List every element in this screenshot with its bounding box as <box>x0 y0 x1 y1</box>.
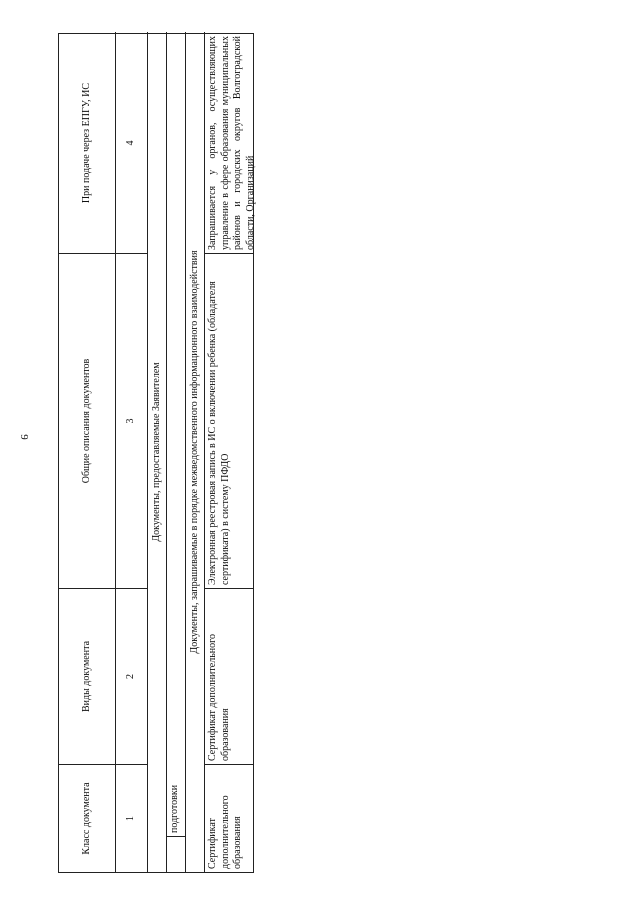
table-header-row <box>59 32 116 872</box>
column-numbers-row <box>116 32 148 872</box>
column-number-4: 4 <box>125 140 137 146</box>
header-document-description: Общие описания документов <box>59 253 115 588</box>
section-provided-row <box>148 32 167 872</box>
section-requested-title: Документы, запрашиваемые в порядке межведомственного информационного взаимодействия <box>188 250 200 654</box>
column-number-1: 1 <box>116 764 147 872</box>
section-provided-cell <box>148 32 166 872</box>
rotated-table-frame <box>58 33 254 873</box>
section-requested-row <box>186 32 205 872</box>
column-number-2: 2 <box>116 588 147 764</box>
header-epgu-submission: При подаче через ЕПГУ, ИС <box>80 82 92 204</box>
partial-row-blank-cell <box>167 836 185 872</box>
section-requested-cell <box>186 32 204 872</box>
table-row <box>205 32 254 872</box>
column-number-3: 3 <box>116 253 147 588</box>
partial-row <box>167 32 186 872</box>
header-document-type: Виды документа <box>59 588 115 764</box>
row-document-type: Сертификат дополнительного образования <box>205 588 254 764</box>
section-provided-title: Документы, предоставляемые Заявителем <box>150 362 162 542</box>
row-document-class: Сертификат дополнительного образования <box>205 764 254 872</box>
header-document-class: Класс документа <box>59 764 115 872</box>
row-epgu-submission: Запрашивается у органов, осуществляющих управление в сфере образования муниципальных районов и городских округов Волгоградской области, Организаций <box>207 36 256 250</box>
partial-row-text: подготовки <box>169 784 180 833</box>
row-document-description: Электронная реестровая запись в ИС о включении ребенка (обладателя сертификата) в систему ПФДО <box>205 253 254 588</box>
page-number: 9 <box>18 434 30 440</box>
documents-table <box>58 33 254 873</box>
